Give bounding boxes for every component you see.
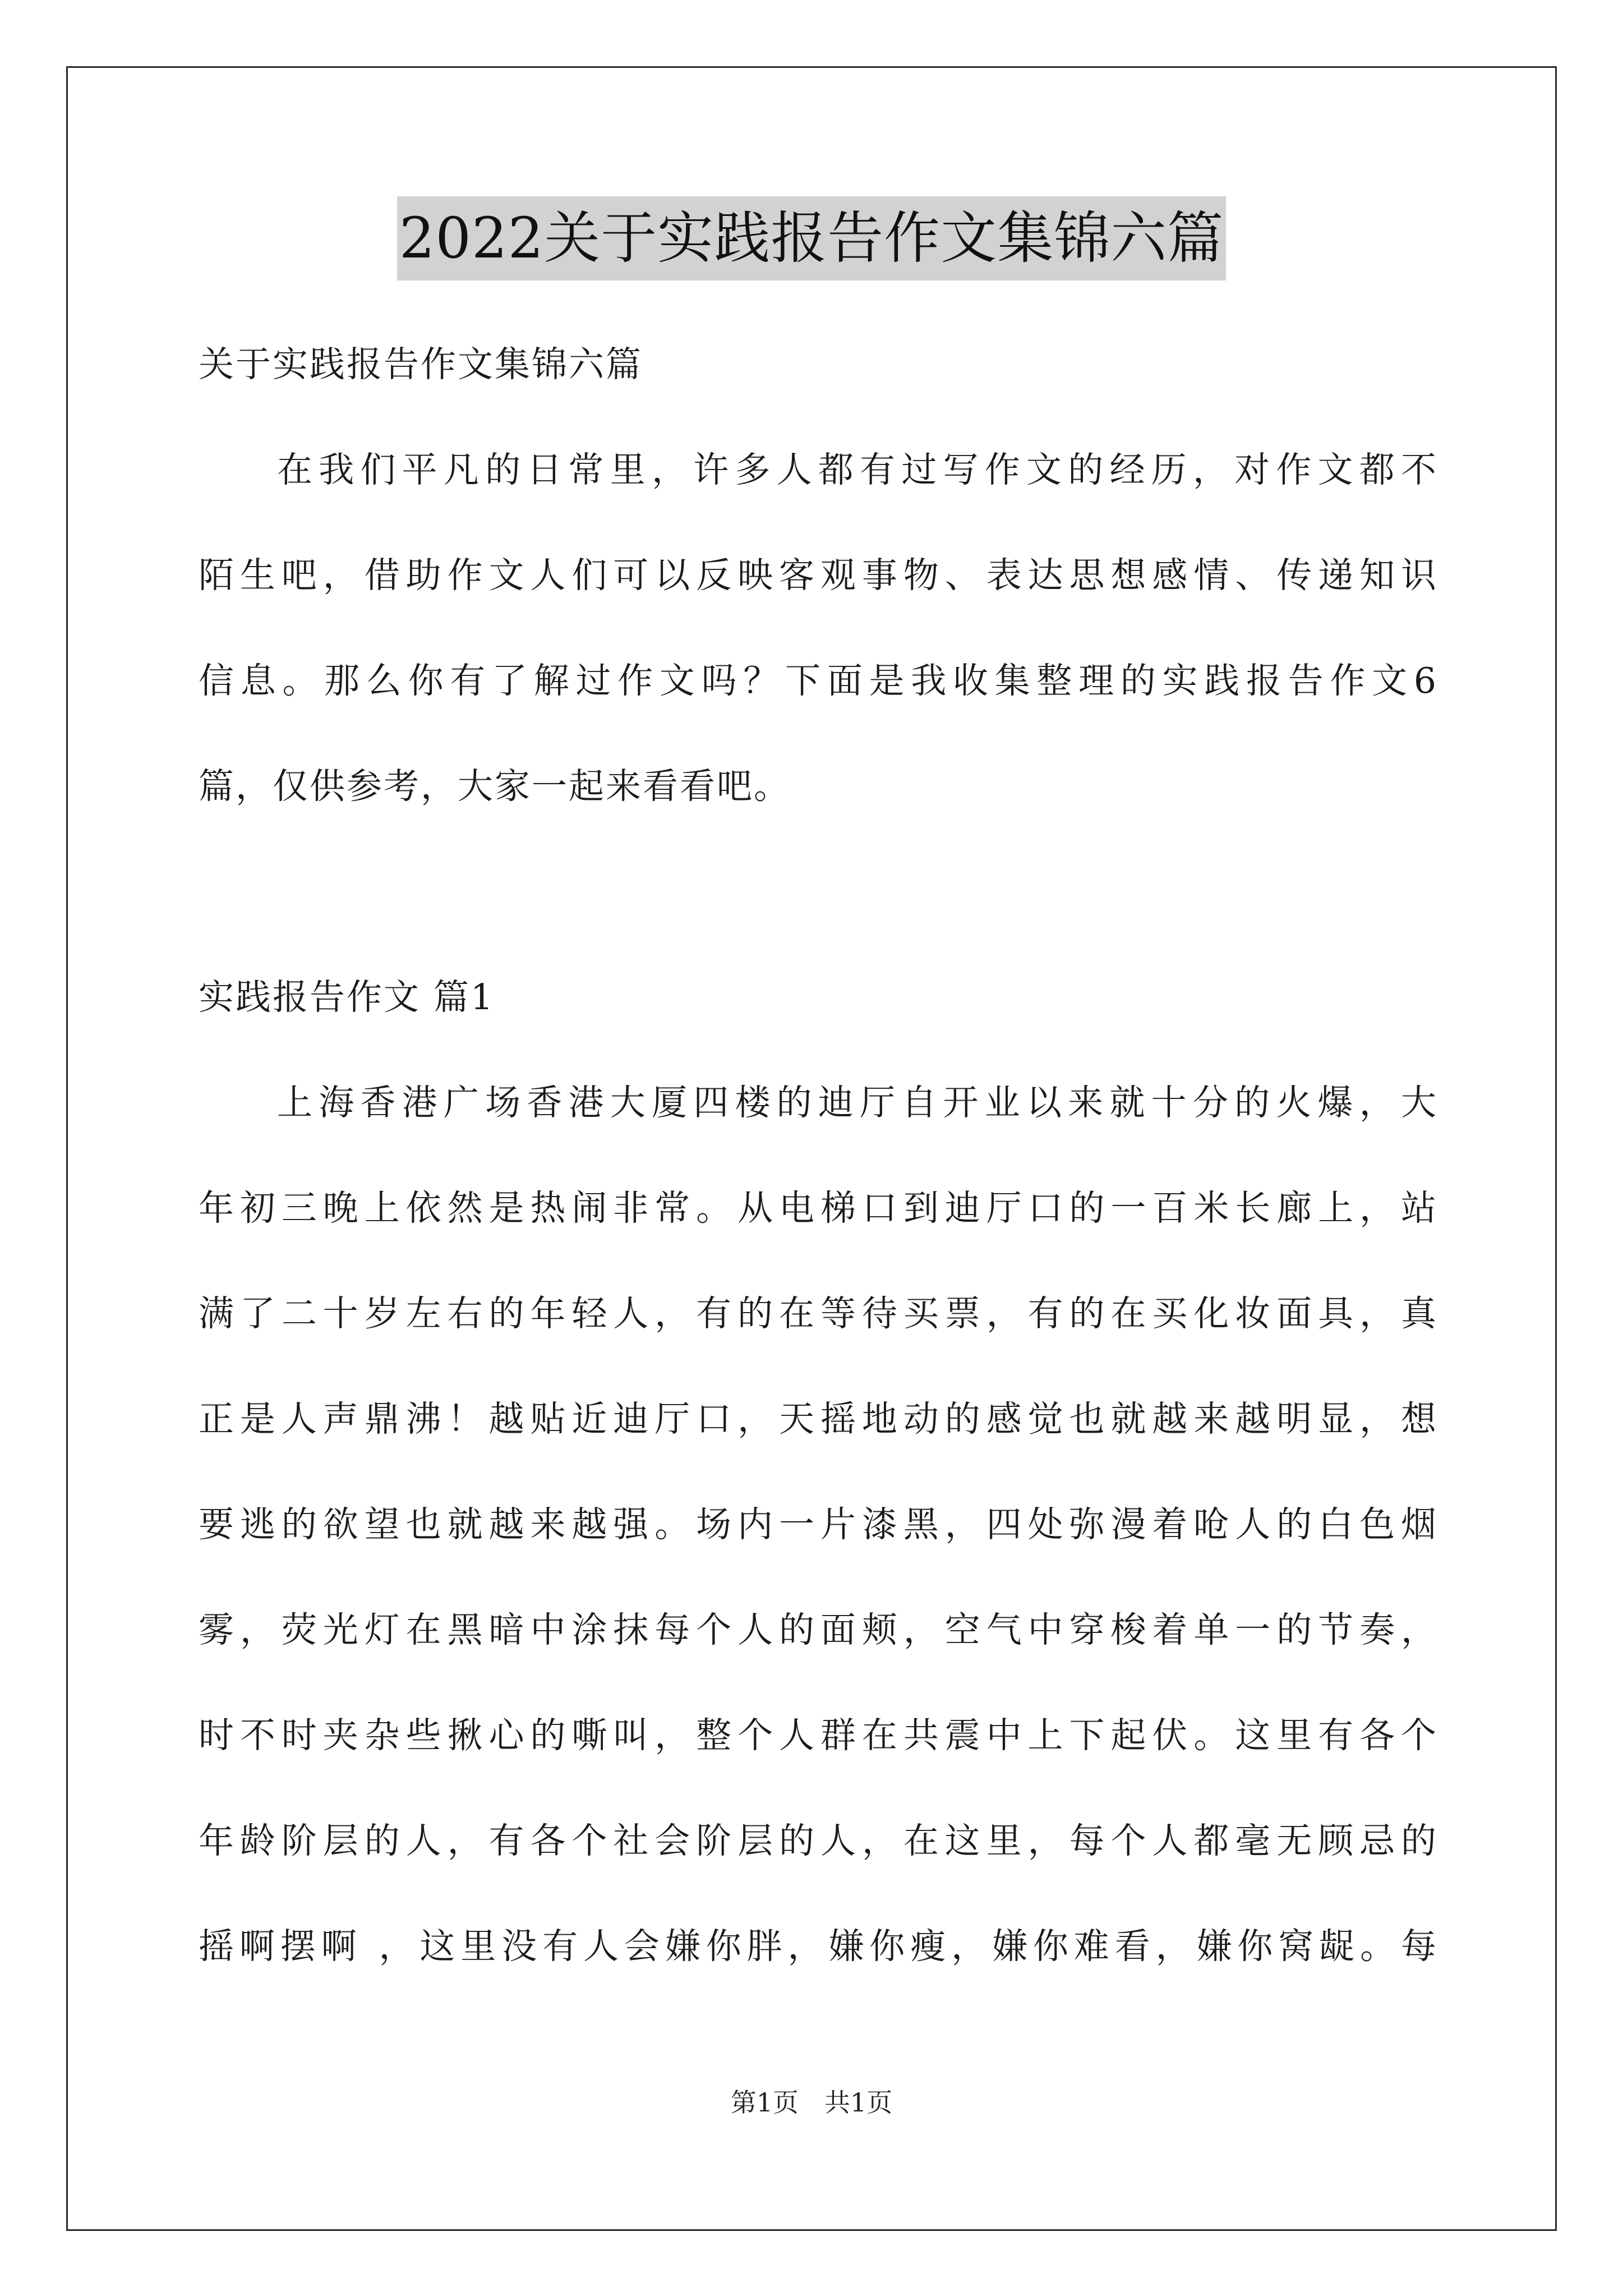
- intro-line: 篇，仅供参考，大家一起来看看吧。: [199, 766, 791, 807]
- section-line: 正是人声鼎沸！越贴近迪厅口，天摇地动的感觉也就越来越明显，想: [199, 1398, 1438, 1439]
- page-number-current: 第1页: [730, 2087, 799, 2118]
- section-paragraph: [199, 1075, 1438, 1975]
- section-line: 要逃的欲望也就越来越强。场内一片漆黑，四处弥漫着呛人的白色烟: [199, 1504, 1438, 1545]
- intro-line: 信息。那么你有了解过作文吗？下面是我收集整理的实践报告作文6: [199, 660, 1438, 701]
- section-line: 时不时夹杂些揪心的嘶叫，整个人群在共震中上下起伏。这里有各个: [199, 1715, 1438, 1756]
- section-line: 满了二十岁左右的年轻人，有的在等待买票，有的在买化妆面具，真: [199, 1293, 1438, 1334]
- section-line: 年初三晚上依然是热闹非常。从电梯口到迪厅口的一百米长廊上，站: [199, 1188, 1438, 1228]
- document-subtitle: 关于实践报告作文集锦六篇: [199, 344, 643, 385]
- section-line: 雾，荧光灯在黑暗中涂抹每个人的面颊，空气中穿梭着单一的节奏，: [199, 1609, 1438, 1650]
- section-line: 年龄阶层的人，有各个社会阶层的人，在这里，每个人都毫无顾忌的: [199, 1820, 1438, 1861]
- page-number-total: 共1页: [824, 2087, 893, 2118]
- intro-line: 陌生吧，借助作文人们可以反映客观事物、表达思想感情、传递知识: [199, 555, 1438, 596]
- section-line: 摇啊摆啊 ，这里没有人会嫌你胖，嫌你瘦，嫌你难看，嫌你窝龊。每: [199, 1926, 1438, 1967]
- section-heading: 实践报告作文 篇1: [199, 977, 495, 1018]
- page-footer: [0, 2086, 1623, 2119]
- intro-paragraph: [199, 442, 1438, 815]
- document-title: 2022关于实践报告作文集锦六篇: [397, 196, 1227, 280]
- section-line: 上海香港广场香港大厦四楼的迪厅自开业以来就十分的火爆，大: [277, 1082, 1438, 1123]
- intro-line: 在我们平凡的日常里，许多人都有过写作文的经历，对作文都不: [277, 449, 1438, 490]
- title-container: [0, 196, 1623, 280]
- document-body: [199, 337, 1438, 2024]
